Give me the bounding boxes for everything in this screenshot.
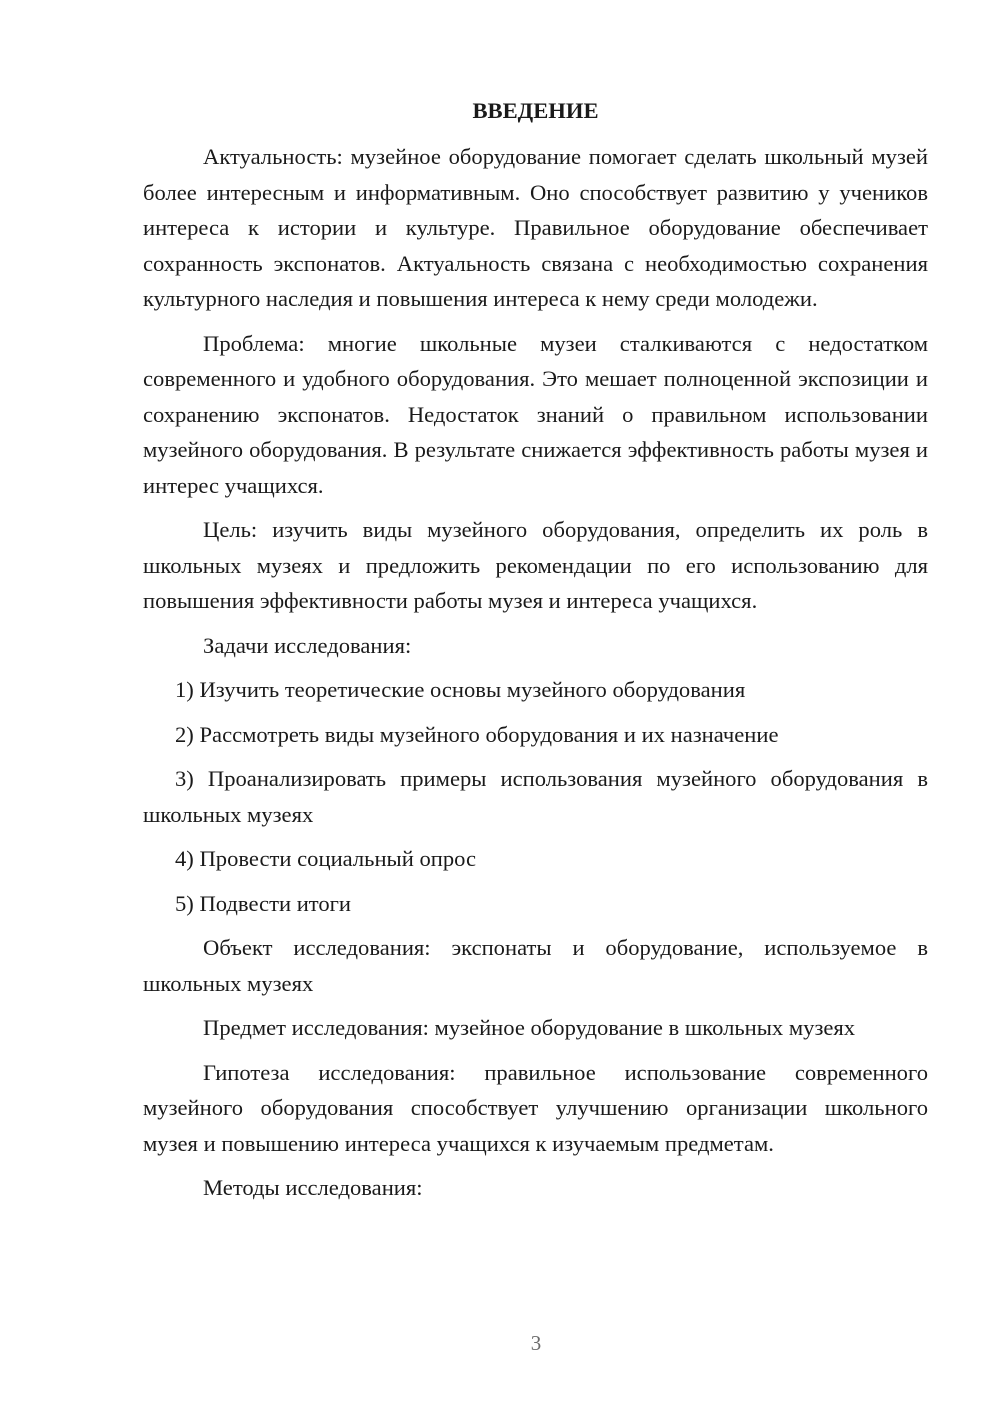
task-item-4: 4) Провести социальный опрос: [175, 846, 477, 871]
page-title: ВВЕДЕНИЕ: [472, 98, 599, 123]
task-item-2: 2) Рассмотреть виды музейного оборудования и их назначение: [175, 721, 779, 747]
page-number: 3: [530, 1331, 542, 1355]
task-item-3: 3) Проанализировать примеры использования музейного оборудования в школьных музеях: [143, 766, 928, 827]
goal-paragraph: Цель: изучить виды музейного оборудования, определить их роль в школьных музеях и предложить рекомендации по его использованию для повышения эффективности работы музея и интереса учащихся.: [143, 517, 928, 613]
problem-paragraph: Проблема: многие школьные музеи сталкиваются с недостатком современного и удобного оборудования. Это мешает полноценной экспозиции и сохранению экспонатов. Недостаток знаний о правильном использовании музейного оборудования. В результате снижается эффективность работы музея и интерес учащихся.: [143, 330, 928, 498]
tasks-heading: Задачи исследования:: [203, 632, 412, 658]
task-item-1: 1) Изучить теоретические основы музейного оборудования: [175, 677, 746, 702]
relevance-paragraph: Актуальность: музейное оборудование помогает сделать школьный музей более интересным и информативным. Оно способствует развитию у учеников интереса к истории и культуре. Правильное оборудование обеспечивает сохранность экспонатов. Актуальность связана с необходимостью сохранения культурного наследия и повышения интереса к нему среди молодежи.: [143, 144, 928, 311]
document-page: [143, 95, 928, 1215]
object-paragraph: Объект исследования: экспонаты и оборудование, используемое в школьных музеях: [143, 935, 928, 996]
task-item-5: 5) Подвести итоги: [175, 890, 352, 916]
subject-paragraph: Предмет исследования: музейное оборудование в школьных музеях: [203, 1015, 856, 1040]
methods-heading: Методы исследования:: [203, 1175, 423, 1200]
hypothesis-paragraph: Гипотеза исследования: правильное использование современного музейного оборудования способствует улучшению организации школьного музея и повышению интереса учащихся к изучаемым предметам.: [143, 1059, 928, 1156]
